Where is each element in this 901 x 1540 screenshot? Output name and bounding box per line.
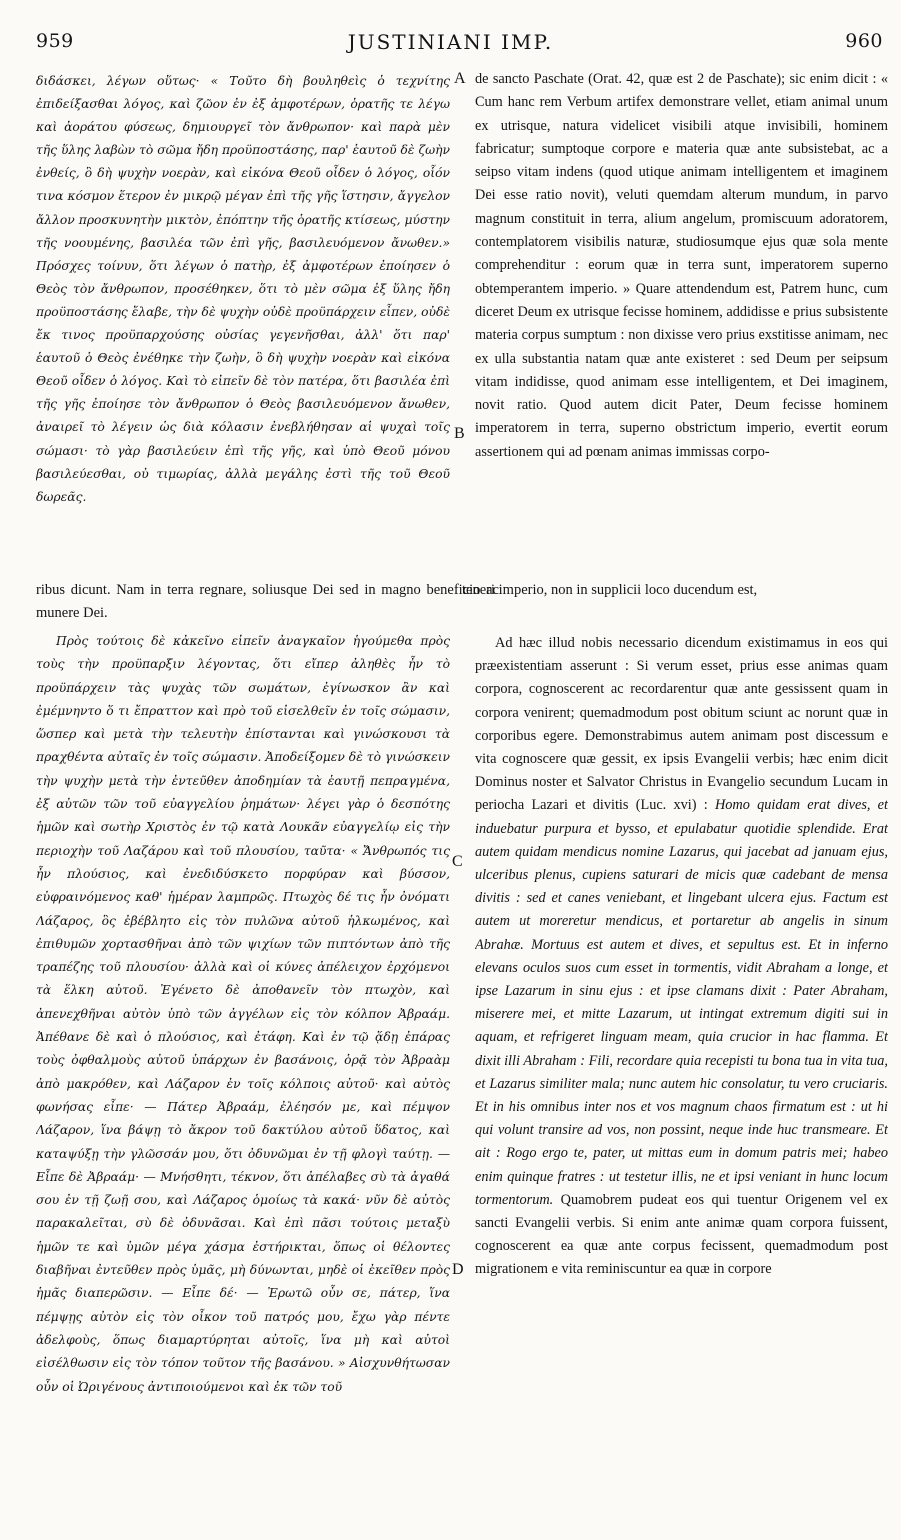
- latin-text-top: de sancto Paschate (Orat. 42, quæ est 2 de Paschate); sic enim dicit : « Cum hanc rem Verbum artifex demonstrare vellet, etiam animal unum ex utrisque, natura videlicet visibili atque invisibili, hominem fabricatur; sumptoque corpore e materia quæ ante subsistebat, ac a seipso vitam indens (quod utique animam intelligentem et imaginem Dei esse ratio novit), veluti quemdam alterum mundum, in parvo magnum constituit in terra, alium angelum, promiscuum adoratorem, contemplatorem visibilis naturæ, studiosumque ejus quæ sola mente comprehenditur : eorum quæ in terra sunt, imperatorem superno obtemperantem imperio. » Quare attendendum est, Patrem hunc, cum diceret Deum ex utrisque fecisse hominem, addidisse e prius subsistente materia corpus sumptum : non dixisse vero prius exstitisse animam, nec ex ulla substantia natam quæ ante existeret : sed Deum per seipsum vitam indidisse, quod animam esse intelligentem, et Dei imaginem, novit ratio. Quod autem dicit Pater, Deum fecisse hominem imperatorem in terra, superno obstrictum imperio, evertit eorum assertionem qui ad pœnam animas immissas corpo-: [475, 71, 888, 460]
- latin-continuation-left-text: ribus dicunt. Nam in terra regnare, soliusque Dei sed in magno beneficio ac munere Dei.: [36, 582, 499, 621]
- greek-column-top: [36, 70, 450, 557]
- latin-bottom-text: [475, 632, 888, 1282]
- latin-bottom-paragraph-1: Ad hæc illud nobis necessario dicendum existimamus in eos qui præexistentiam asserunt : Si verum esset, prius esse animas quam corpora, cognoscerent ac recordarentur quæ ante gessissent quam in corpora venirent; quemadmodum post obitum sciunt ac norunt quæ in corporibus egere. Demonstrabimus autem animam post discessum e vita cognoscere quæ gessit, ex ipsis Evangelii verbis; hæc enim dicit Dominus noster et Salvator Christus in Evangelio secundum Lucam in periocha Lazari et divitis (Luc. xvi) :: [475, 635, 888, 814]
- running-header: [0, 30, 901, 58]
- greek-text-top: διδάσκει, λέγων οὕτως· « Τοῦτο δὴ βουληθεὶς ὁ τεχνίτης ἐπιδείξασθαι λόγος, καὶ ζῶον ἐν ἐξ ἀμφοτέρων, ὁρατῆς τε λέγω καὶ ἀοράτου φύσεως, δημιουργεῖ τὸν ἄνθρωπον· καὶ παρὰ μὲν τῆς ὕλης λαβὼν τὸ σῶμα ἤδη προϋποστάσης, παρ' ἑαυτοῦ δὲ ζωὴν ἐνθείς, ὃ δὴ ψυχὴν νοερὰν, καὶ εἰκόνα Θεοῦ οἶδεν ὁ λόγος, οἷόν τινα κόσμον ἕτερον ἐν μικρῷ μέγαν ἐπὶ τῆς γῆς ἵστησιν, ἄγγελον ἄλλον προσκυνητὴν μικτὸν, ἐπόπτην τῆς ὁρατῆς κτίσεως, μύστην τῆς νοουμένης, βασιλέα τῶν ἐπὶ γῆς, βασιλευόμενον ἄνωθεν.» Πρόσχες τοίνυν, ὅτι λέγων ὁ πατὴρ, ἐξ ἀμφοτέρων ἐποίησεν ὁ Θεὸς τὸν ἄνθρωπον, προσέθηκεν, ὅτι τὸ μὲν σῶμα ἐξ ὕλης ἤδη προϋποστάσης ἔλαβε, τὴν δὲ ψυχὴν οὐδὲ προϋπάρχειν εἶπεν, οὐδὲ ἔκ τινος προϋπαρχούσης οὐσίας γεγενῆσθαι, ἀλλ' ὅτι παρ' ἑαυτοῦ ὁ Θεὸς ἐνέθηκε τὴν ζωὴν, ὃ δὴ ψυχὴν νοερὰν καὶ εἰκόνα Θεοῦ οἶδεν ὁ λόγος. Καὶ τὸ εἰπεῖν δὲ τὸν πατέρα, ὅτι βασιλέα ἐπὶ τῆς γῆς ἐποίησε τὸν ἄνθρωπον ὁ Θεὸς βασιλευόμενον ἄνωθεν, ἀναιρεῖ τὸ λέγειν ὡς διὰ κόλασιν ἐνεβλήθησαν αἱ ψυχαὶ τοῖς σώμασι· τὸ γὰρ βασιλεύειν ἐπὶ τῆς γῆς, καὶ ὑπὸ Θεοῦ μόνου βασιλεύεσθαι, οὐ τιμωρίας, ἀλλὰ μεγάλης ἐστὶ τῆς τοῦ Θεοῦ δωρεᾶς.: [36, 74, 450, 504]
- greek-text-bottom: Πρὸς τούτοις δὲ κἀκεῖνο εἰπεῖν ἀναγκαῖον ἡγούμεθα πρὸς τοὺς τὴν προϋπαρξιν λέγοντας, ὅτι εἴπερ ἀληθὲς ἦν τὸ προϋπάρχειν τὰς ψυχὰς τῶν σωμάτων, ἐγίνωσκον ἂν καὶ ἐμέμνηντο ὅ τι ἔπραττον καὶ πρὸ τοῦ εἰσελθεῖν ἐν τοῖς σώμασιν, ὥσπερ καὶ μετὰ τὴν τελευτὴν ἐπίστανται καὶ γινώσκουσι τὰ πραχθέντα αὐταῖς ἐν τοῖς σώμασιν. Ἀποδείξομεν δὲ τὸ γινώσκειν τὴν ψυχὴν μετὰ τὴν ἐντεῦθεν ἀποδημίαν τὰ ἑαυτῇ πεπραγμένα, ἐξ αὐτῶν τῶν τοῦ εὐαγγελίου ῥημάτων· λέγει γὰρ ὁ δεσπότης ἡμῶν καὶ σωτὴρ Χριστὸς ἐν τῷ κατὰ Λουκᾶν εὐαγγελίῳ εἰς τὴν περιοχὴν τοῦ Λαζάρου καὶ τοῦ πλουσίου, ταῦτα· « Ἄνθρωπός τις ἦν πλούσιος, καὶ ἐνεδιδύσκετο πορφύραν καὶ βύσσον, εὐφραινόμενος καθ' ἡμέραν λαμπρῶς. Πτωχὸς δέ τις ἦν ὀνόματι Λάζαρος, ὃς ἐβέβλητο εἰς τὸν πυλῶνα αὐτοῦ ἡλκωμένος, καὶ ἐπιθυμῶν χορτασθῆναι ἀπὸ τῶν ψιχίων τῶν πιπτόντων ἀπὸ τῆς τραπέζης τοῦ πλουσίου· ἀλλὰ καὶ οἱ κύνες ἀπέλειχον ἐρχόμενοι τὰ ἕλκη αὐτοῦ. Ἐγένετο δὲ ἀποθανεῖν τὸν πτωχὸν, καὶ ἀπενεχθῆναι αὐτὸν ὑπὸ τῶν ἀγγέλων εἰς τὸν κόλπον Ἀβραάμ. Ἀπέθανε δὲ καὶ ὁ πλούσιος, καὶ ἐτάφη. Καὶ ἐν τῷ ᾅδῃ ἐπάρας τοὺς ὀφθαλμοὺς αὐτοῦ ὑπάρχων ἐν βασάνοις, ὁρᾷ τὸν Ἀβραὰμ ἀπὸ μακρόθεν, καὶ Λάζαρον ἐν τοῖς κόλποις αὐτοῦ· καὶ αὐτὸς φωνήσας εἶπε· — Πάτερ Ἀβραάμ, ἐλέησόν με, καὶ πέμψον Λάζαρον, ἵνα βάψῃ τὸ ἄκρον τοῦ δακτύλου αὐτοῦ ὕδατος, καὶ καταψύξῃ τὴν γλῶσσάν μου, ὅτι ὀδυνῶμαι ἐν τῇ φλογὶ ταύτῃ. — Εἶπε δὲ Ἀβραάμ· — Μνήσθητι, τέκνον, ὅτι ἀπέλαβες σὺ τὰ ἀγαθά σου ἐν τῇ ζωῇ σου, καὶ Λάζαρος ὁμοίως τὰ κακά· νῦν δὲ αὐτὸς παρακαλεῖται, σὺ δὲ ὀδυνᾶσαι. Καὶ ἐπὶ πᾶσι τούτοις μεταξὺ ἡμῶν τε καὶ ὑμῶν μέγα χάσμα ἐστήρικται, ὅπως οἱ θέλοντες διαβῆναι ἐντεῦθεν πρὸς ὑμᾶς, μὴ δύνωνται, μηδὲ οἱ ἐκεῖθεν πρὸς ἡμᾶς διαπερῶσιν. — Εἶπε δέ· — Ἐρωτῶ οὖν σε, πάτερ, ἵνα πέμψῃς αὐτὸν εἰς τὸν οἶκον τοῦ πατρός μου, ἔχω γὰρ πέντε ἀδελφοὺς, ὅπως διαμαρτύρηται αὐτοῖς, ἵνα μὴ καὶ αὐτοὶ εἰσέλθωσιν εἰς τὸν τόπον τοῦτον τῆς βασάνου. » Αἰσχυνθήτωσαν οὖν οἱ Ὠριγένους ἀντιποιούμενοι καὶ ἐκ τῶν τοῦ: [36, 634, 450, 1394]
- latin-bottom-gospel-quote: Homo quidam erat dives, et induebatur purpura et bysso, et epulabatur quotidie splendide. Erat autem quidam mendicus nomine Lazarus, qui jacebat ad januam ejus, ulceribus plenus, cupiens saturari de micis quæ cadebant de mensa divitis : sed et canes veniebant, et lingebant ulcera ejus. Factum est autem ut moreretur mendicus, et portaretur ab angelis in sinum Abrahæ. Mortuus est autem et dives, et sepultus est. Et in inferno elevans oculos suos cum esset in tormentis, vidit Abraham a longe, et ipse Lazarum in sinu ejus : et ipse clamans dixit : Pater Abraham, miserere mei, et mitte Lazarum, ut intingat extremum digiti sui in aquam, et refrigeret linguam meam, quia crucior in hac flamma. Et dixit illi Abraham : Fili, recordare quia recepisti tu bona tua in vita tua, et Lazarus similiter mala; nunc autem hic consolatur, tu vero cruciaris. Et in his omnibus inter nos et vos magnum chaos firmatum est : ut hi qui volunt transire ad vos, non possint, neque inde huc transmeare. Et ait : Rogo ergo te, pater, ut mittas eum in domum patris mei; habeo enim quinque fratres : ut testetur illis, ne et ipsi veniant in hunc locum tormentorum.: [475, 797, 888, 1208]
- section-marker-a: A: [454, 70, 466, 87]
- running-title: JUSTINIANI IMP.: [347, 30, 554, 54]
- latin-column-top: [475, 68, 888, 579]
- section-marker-c: C: [452, 853, 463, 870]
- section-marker-b: B: [454, 425, 465, 442]
- latin-continuation-right-text: teneri imperio, non in supplicii loco ducendum est,: [462, 582, 758, 598]
- greek-column-bottom: [36, 630, 450, 1528]
- page-number-right: 960: [845, 30, 883, 52]
- section-marker-d: D: [452, 1261, 464, 1278]
- page-number-left: 959: [36, 30, 74, 52]
- latin-continuation-right: [462, 579, 892, 602]
- latin-continuation-left: [36, 579, 499, 625]
- latin-bottom-paragraph-2: Quamobrem pudeat eos qui tuentur Origenem vel ex sancti Evangelii verbis. Si enim ante animæ quam corpora fuissent, cognoscerent ea quæ ante corpus fecissent, quemadmodum post migrationem e vita reminiscuntur ea quæ in corpore: [475, 1191, 888, 1278]
- latin-column-bottom: [475, 632, 888, 1528]
